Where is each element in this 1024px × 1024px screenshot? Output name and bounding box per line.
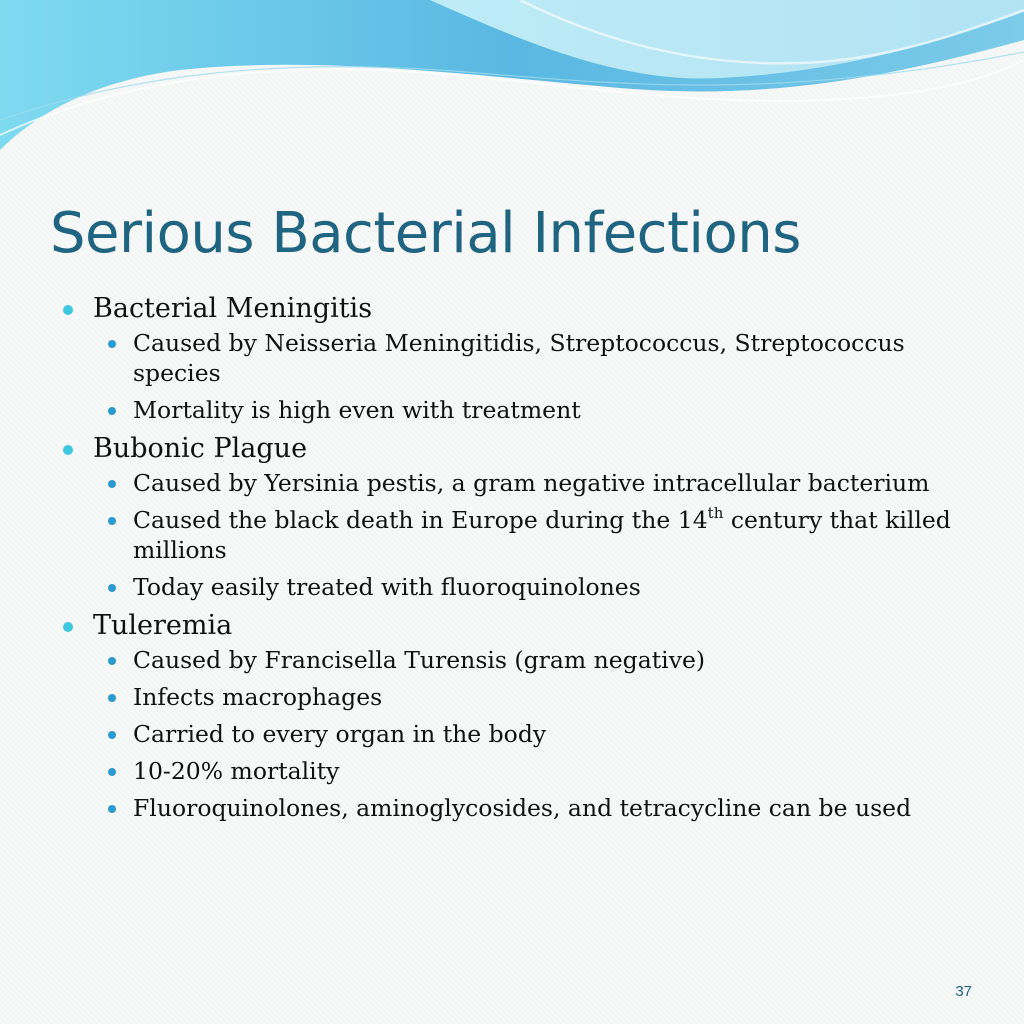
sub-bullet-text: Caused by Francisella Turensis (gram negative) — [133, 646, 706, 674]
sub-bullet — [93, 468, 980, 498]
bullet-dot-icon — [108, 517, 116, 525]
sub-bullet-text: Carried to every organ in the body — [133, 720, 547, 748]
bullet-dot-icon — [108, 805, 116, 813]
sub-bullet — [93, 793, 980, 823]
bullet-dot-icon — [63, 622, 73, 632]
sub-bullet-text: Fluoroquinolones, aminoglycosides, and tetracycline can be used — [133, 794, 912, 822]
sub-bullet — [93, 645, 980, 675]
bullet-dot-icon — [108, 768, 116, 776]
bullet-dot-icon — [108, 407, 116, 415]
sub-bullet-list — [93, 468, 980, 602]
sub-bullet-text-part: Caused the black death in Europe during the 14 — [133, 506, 708, 534]
sub-bullet-text: Mortality is high even with treatment — [133, 396, 581, 424]
bullet-dot-icon — [63, 445, 73, 455]
bullet-list — [60, 290, 980, 830]
sub-bullet — [93, 756, 980, 786]
bullet-bacterial-meningitis — [60, 292, 980, 425]
bullet-dot-icon — [108, 340, 116, 348]
sub-bullet — [93, 719, 980, 749]
bullet-bubonic-plague — [60, 432, 980, 602]
header-wave-decoration — [0, 0, 1024, 170]
sub-bullet-text: Infects macrophages — [133, 683, 383, 711]
bullet-dot-icon — [108, 694, 116, 702]
sub-bullet-text: Caused by Neisseria Meningitidis, Streptococcus, Streptococcus species — [133, 329, 905, 387]
sub-bullet — [93, 328, 980, 388]
sub-bullet-list — [93, 328, 980, 425]
bullet-text: Bacterial Meningitis — [93, 293, 373, 324]
superscript-ordinal: th — [707, 504, 724, 522]
sub-bullet-text-part: century that killed millions — [133, 506, 951, 564]
sub-bullet — [93, 395, 980, 425]
bullet-dot-icon — [108, 584, 116, 592]
page-number: 37 — [955, 983, 972, 1000]
bullet-tuleremia — [60, 609, 980, 823]
sub-bullet-text: Today easily treated with fluoroquinolones — [133, 573, 641, 601]
slide-title: Serious Bacterial Infections — [50, 201, 801, 266]
sub-bullet — [93, 682, 980, 712]
bullet-dot-icon — [108, 731, 116, 739]
sub-bullet — [93, 572, 980, 602]
bullet-text: Tuleremia — [93, 610, 233, 641]
bullet-dot-icon — [108, 657, 116, 665]
sub-bullet-text: 10-20% mortality — [133, 757, 340, 785]
sub-bullet — [93, 505, 980, 565]
bullet-dot-icon — [63, 305, 73, 315]
bullet-text: Bubonic Plague — [93, 433, 308, 464]
sub-bullet-text: Caused by Yersinia pestis, a gram negative intracellular bacterium — [133, 469, 930, 497]
bullet-dot-icon — [108, 480, 116, 488]
sub-bullet-list — [93, 645, 980, 823]
